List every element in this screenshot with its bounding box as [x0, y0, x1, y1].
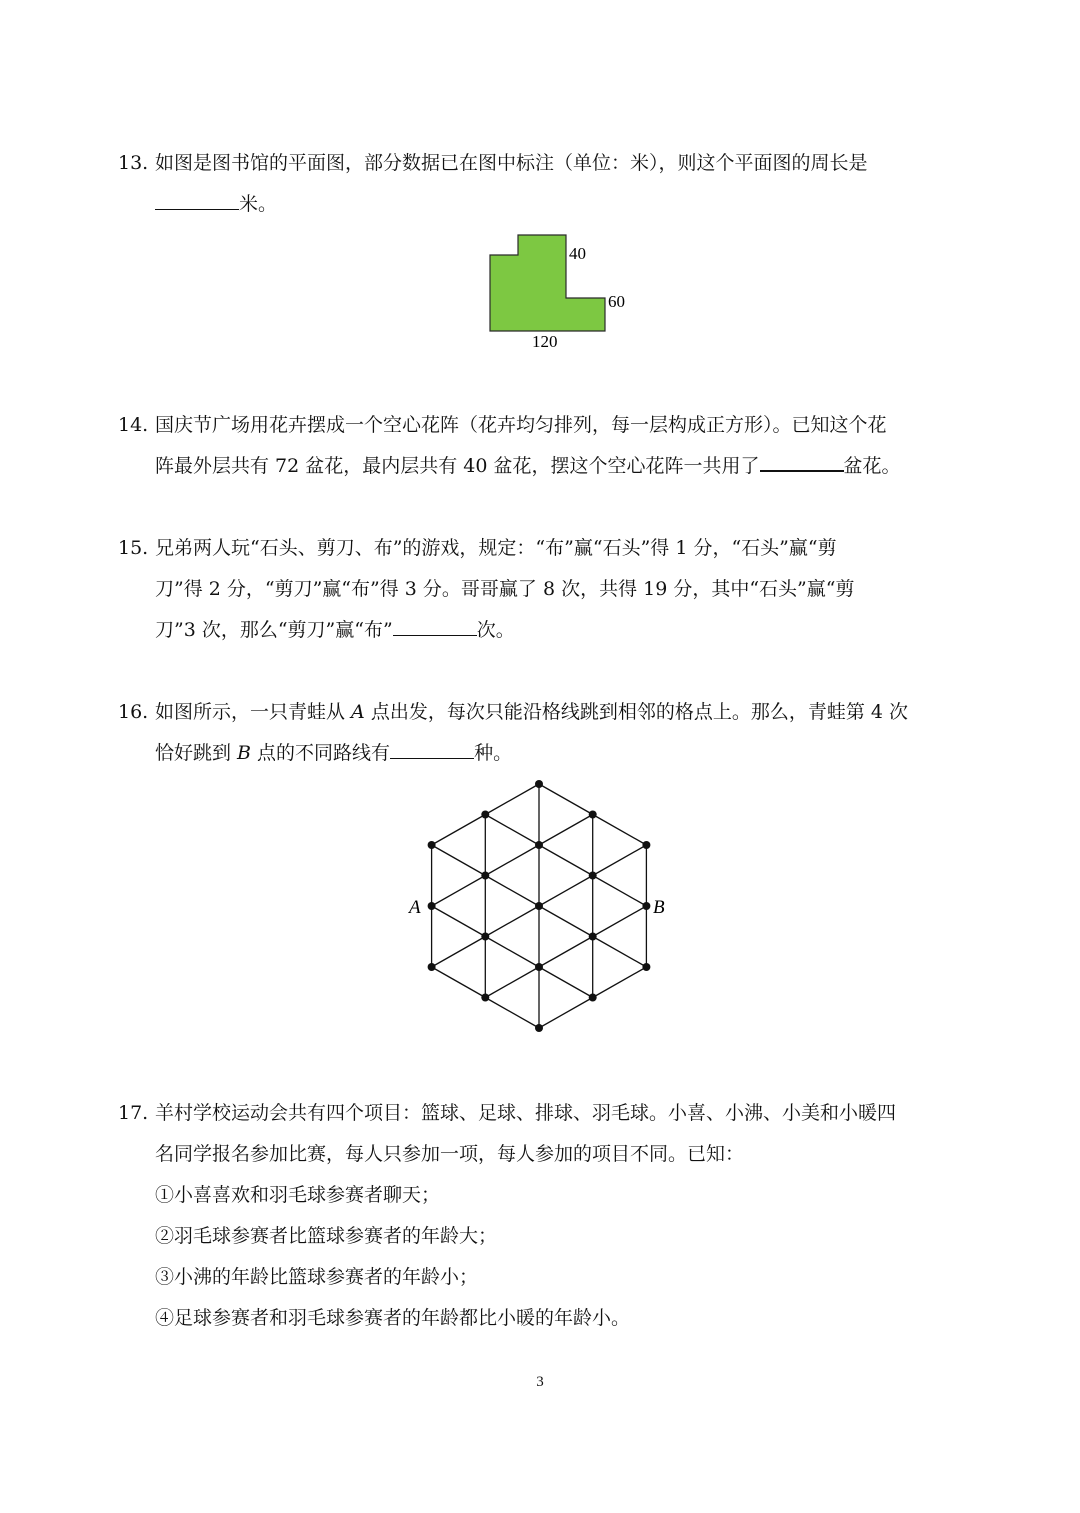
- question-text: [155, 528, 965, 651]
- question-segment: 阵最外层共有 72 盆花，最内层共有 40 盆花，摆这个空心花阵一共用了: [155, 455, 760, 477]
- grid-edge: [432, 906, 486, 937]
- grid-point: [428, 902, 436, 910]
- grid-edge: [485, 845, 539, 876]
- grid-edge: [539, 784, 593, 815]
- condition-2: ②羽毛球参赛者比篮球参赛者的年龄大；: [155, 1225, 498, 1247]
- grid-point: [428, 841, 436, 849]
- dimension-label-60: 60: [608, 292, 625, 311]
- grid-edge: [539, 876, 593, 907]
- point-b-ref: B: [237, 742, 252, 764]
- grid-edge: [539, 967, 593, 998]
- condition-3: ③小沸的年龄比篮球参赛者的年龄小；: [155, 1266, 479, 1288]
- grid-edge: [485, 876, 539, 907]
- question-text: [155, 692, 965, 774]
- grid-edge: [485, 784, 539, 815]
- grid-point: [589, 811, 597, 819]
- question-text: [155, 405, 965, 487]
- question-line: [155, 610, 965, 651]
- question-line: 如图是图书馆的平面图，部分数据已在图中标注（单位：米），则这个平面图的周长是: [155, 152, 868, 174]
- grid-edge: [539, 815, 593, 846]
- condition-4: ④足球参赛者和羽毛球参赛者的年龄都比小暖的年龄小。: [155, 1307, 631, 1329]
- question-line: 刀”得 2 分，“剪刀”赢“布”得 3 分。哥哥赢了 8 次，共得 19 分，其中“石头”赢“剪: [155, 578, 855, 600]
- grid-edge: [593, 876, 647, 907]
- grid-point: [535, 1024, 543, 1032]
- grid-point: [642, 902, 650, 910]
- grid-point: [481, 933, 489, 941]
- grid-edge: [485, 906, 539, 937]
- grid-edge: [593, 906, 647, 937]
- question-line: 兄弟两人玩“石头、剪刀、布”的游戏，规定：“布”赢“石头”得 1 分，“石头”赢“剪: [155, 537, 837, 559]
- grid-edge: [432, 876, 486, 907]
- answer-blank: [155, 185, 239, 210]
- question-number: 13.: [118, 152, 149, 174]
- question-line: [155, 733, 965, 774]
- grid-point: [535, 902, 543, 910]
- grid-edge: [485, 815, 539, 846]
- grid-edge: [485, 998, 539, 1029]
- floor-plan-shape: [490, 235, 605, 331]
- question-line: 名同学报名参加比赛，每人只参加一项，每人参加的项目不同。已知：: [155, 1143, 745, 1165]
- answer-blank: [760, 446, 844, 472]
- question-number: 15.: [118, 537, 149, 559]
- page-number: 3: [536, 1374, 544, 1390]
- question-segment: 如图所示，一只青蛙从: [155, 701, 352, 723]
- question-segment: 点的不同路线有: [251, 742, 391, 764]
- dimension-label-40: 40: [569, 244, 586, 263]
- question-segment: 刀”3 次，那么“剪刀”赢“布”: [155, 619, 393, 641]
- grid-point: [642, 841, 650, 849]
- condition-1: ①小喜喜欢和羽毛球参赛者聊天；: [155, 1184, 441, 1206]
- floor-plan-svg: [480, 228, 640, 353]
- question-line: 国庆节广场用花卉摆成一个空心花阵（花卉均匀排列，每一层构成正方形）。已知这个花: [155, 414, 887, 436]
- question-segment: 恰好跳到: [155, 742, 238, 764]
- grid-point: [535, 780, 543, 788]
- grid-edge: [485, 967, 539, 998]
- grid-point: [589, 994, 597, 1002]
- grid-edge: [539, 845, 593, 876]
- point-a-ref: A: [351, 701, 365, 723]
- dimension-label-120: 120: [532, 332, 558, 351]
- grid-edge: [485, 937, 539, 968]
- grid-edge: [432, 937, 486, 968]
- question-segment: 种。: [474, 742, 513, 764]
- question-line: [155, 692, 965, 733]
- grid-point: [535, 963, 543, 971]
- grid-edge: [593, 967, 647, 998]
- grid-edge: [593, 937, 647, 968]
- library-floor-plan: [480, 228, 640, 353]
- grid-edge: [432, 845, 486, 876]
- grid-edge: [539, 906, 593, 937]
- answer-blank: [393, 611, 477, 636]
- grid-edge: [432, 815, 486, 846]
- grid-point: [642, 963, 650, 971]
- question-segment: 次。: [476, 619, 515, 641]
- grid-point: [481, 811, 489, 819]
- grid-edge: [593, 845, 647, 876]
- answer-blank: [390, 734, 474, 759]
- question-text: [155, 143, 965, 225]
- grid-point: [481, 872, 489, 880]
- question-segment: 盆花。: [843, 455, 901, 477]
- grid-edge: [539, 998, 593, 1029]
- triangular-grid-figure: [400, 772, 680, 1042]
- question-tail: 米。: [239, 193, 278, 215]
- grid-point: [535, 841, 543, 849]
- question-text: [155, 1093, 965, 1339]
- question-segment: 点出发，每次只能沿格线跳到相邻的格点上。那么，青蛙第 4 次: [364, 701, 908, 723]
- question-number: 16.: [118, 701, 149, 723]
- grid-point: [589, 872, 597, 880]
- grid-edge: [432, 967, 486, 998]
- point-b-label: B: [653, 897, 665, 918]
- grid-edge: [539, 937, 593, 968]
- grid-point: [481, 994, 489, 1002]
- question-line: 羊村学校运动会共有四个项目：篮球、足球、排球、羽毛球。小喜、小沸、小美和小暖四: [155, 1102, 897, 1124]
- grid-edge: [593, 815, 647, 846]
- point-a-label: A: [409, 897, 421, 918]
- triangular-grid-svg: [400, 772, 680, 1042]
- question-number: 17.: [118, 1102, 149, 1124]
- question-number: 14.: [118, 414, 149, 436]
- grid-point: [428, 963, 436, 971]
- question-line: [155, 446, 965, 487]
- question-line: [155, 184, 965, 225]
- grid-point: [589, 933, 597, 941]
